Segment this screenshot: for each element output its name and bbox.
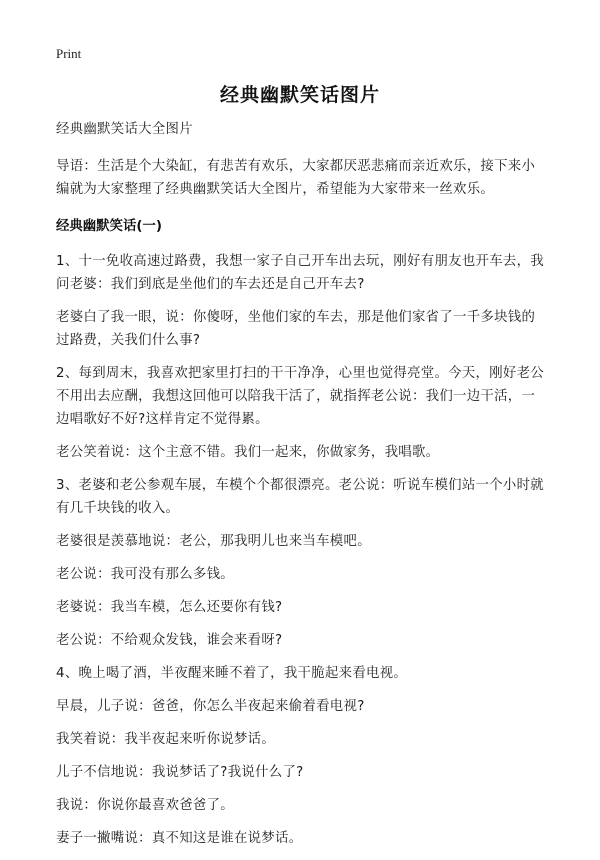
joke-paragraph: 早晨，儿子说：爸爸，你怎么半夜起来偷着看电视? [56,699,365,714]
joke-paragraph: 老婆白了我一眼，说：你傻呀，坐他们家的车去，那是他们家省了一千多块钱的过路费，关我们什么事? [56,310,536,348]
joke-paragraph: 3、老婆和老公参观车展，车模个个都很漂亮。老公说：听说车模们站一个小时就有几千块钱的收入。 [56,478,544,516]
section-heading: 经典幽默笑话(一) [56,219,162,234]
print-label: Print [56,46,82,61]
intro-paragraph: 导语：生活是个大染缸，有悲苦有欢乐，大家都厌恶悲痛而亲近欢乐，接下来小编就为大家整理了经典幽默笑话大全图片，希望能为大家带来一丝欢乐。 [56,159,536,197]
article-body [56,118,548,860]
joke-paragraph: 1、十一免收高速过路费，我想一家子自己开车出去玩，刚好有朋友也开车去，我问老婆：我们到底是坐他们的车去还是自己开车去? [56,254,544,292]
joke-paragraph: 儿子不信地说：我说梦话了?我说什么了? [56,765,304,780]
joke-paragraph: 妻子一撇嘴说：真不知这是谁在说梦话。 [56,831,303,846]
article-subtitle: 经典幽默笑话大全图片 [56,122,193,137]
joke-paragraph: 老公说：不给观众发钱，谁会来看呀? [56,633,283,648]
joke-paragraph: 老婆很是羡慕地说：老公，那我明儿也来当车模吧。 [56,534,371,549]
page-title: 经典幽默笑话图片 [219,84,380,106]
joke-paragraph: 2、每到周末，我喜欢把家里打扫的干干净净，心里也觉得亮堂。今天，刚好老公不用出去应酬，我想这回他可以陪我干活了，就指挥老公说：我们一边干活，一边唱歌好不好?这样肯定不觉得累。 [56,366,544,427]
joke-paragraph: 我说：你说你最喜欢爸爸了。 [56,798,234,813]
joke-paragraph: 4、晚上喝了酒，半夜醒来睡不着了，我干脆起来看电视。 [56,666,408,681]
joke-paragraph: 我笑着说：我半夜起来听你说梦话。 [56,732,276,747]
joke-paragraph: 老公说：我可没有那么多钱。 [56,567,234,582]
joke-paragraph: 老婆说：我当车模，怎么还要你有钱? [56,600,283,615]
joke-paragraph: 老公笑着说：这个主意不错。我们一起来，你做家务，我唱歌。 [56,445,440,460]
